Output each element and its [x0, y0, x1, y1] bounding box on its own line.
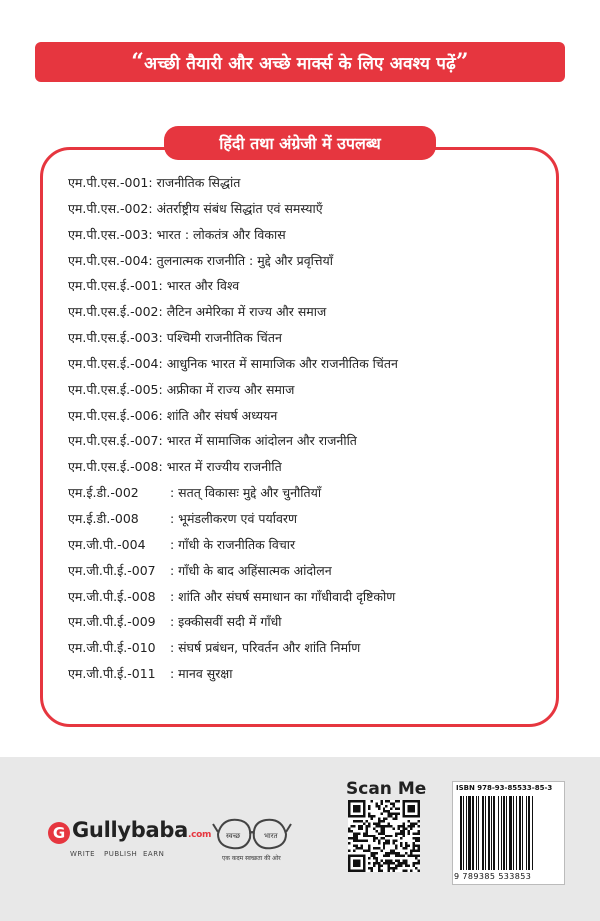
top-banner [35, 42, 565, 82]
book-code: एम.जी.पी.ई.-007 [68, 562, 156, 578]
book-code: एम.जी.पी.ई.-011 [68, 666, 156, 682]
book-code: एम.पी.एस.ई.-001: [68, 278, 163, 294]
book-title: राजनीतिक सिद्धांत [156, 175, 241, 190]
book-list-item [68, 506, 398, 532]
logo-suffix: .com [187, 830, 212, 840]
book-title: : संघर्ष प्रबंधन, परिवर्तन और शांति निर्माण [169, 640, 361, 656]
book-code: एम.पी.एस.-002: [68, 200, 153, 216]
isbn-text: ISBN 978-93-85533-85-3 [456, 784, 553, 792]
book-list-item [68, 635, 398, 661]
book-list-item [68, 532, 398, 558]
book-code: एम.पी.एस.-003: [68, 226, 153, 242]
book-code: एम.पी.एस.ई.-003: [68, 330, 163, 346]
book-list-item [68, 273, 398, 299]
book-code: एम.पी.एस.ई.-004: [68, 355, 163, 371]
logo-name: Gullybaba [72, 818, 188, 842]
book-title: भारत में सामाजिक आंदोलन और राजनीति [166, 433, 357, 449]
book-title: भारत : लोकतंत्र और विकास [156, 226, 286, 242]
book-list-item [68, 170, 398, 196]
gullybaba-logo [72, 818, 211, 842]
book-title: भारत में राज्यीय राजनीति [166, 459, 282, 475]
book-title: : गाँधी के राजनीतिक विचार [169, 536, 296, 552]
book-code: एम.पी.एस.-001: [68, 175, 153, 190]
book-code: एम.ई.डी.-008 [68, 510, 139, 526]
book-list-item [68, 454, 398, 480]
book-list-item [68, 351, 398, 377]
book-title: पश्चिमी राजनीतिक चिंतन [166, 330, 282, 346]
book-code: एम.पी.एस.ई.-006: [68, 407, 163, 423]
book-title: अफ्रीका में राज्य और समाज [166, 381, 295, 397]
book-code: एम.पी.एस.ई.-008: [68, 459, 163, 475]
book-code: एम.पी.एस.ई.-005: [68, 381, 163, 397]
book-list-item [68, 377, 398, 403]
book-list-item [68, 480, 398, 506]
scan-me-label: Scan Me [346, 779, 427, 799]
book-title: शांति और संघर्ष अध्ययन [166, 407, 278, 423]
swachh-right: भारत [264, 832, 278, 840]
banner-text: अच्छी तैयारी और अच्छे मार्क्स के लिए अवश्य पढ़ें [144, 53, 456, 74]
book-code: एम.जी.पी.-004 [68, 536, 146, 552]
banner-open-quote: “ [131, 49, 145, 75]
book-list-item [68, 558, 398, 584]
tag-write: WRITE [70, 850, 96, 858]
swachh-caption: एक कदम स्वच्छता की ओर [222, 855, 281, 862]
book-title: तुलनात्मक राजनीति : मुद्दे और प्रवृत्तियाँ [156, 252, 334, 268]
book-code: एम.पी.एस.ई.-007: [68, 433, 163, 449]
book-title: लैटिन अमेरिका में राज्य और समाज [166, 304, 327, 320]
book-code: एम.ई.डी.-002 [68, 485, 139, 501]
book-code: एम.जी.पी.ई.-009 [68, 614, 156, 630]
gullybaba-logo-icon: G [48, 822, 70, 844]
book-title: : इक्कीसवीं सदी में गाँधी [169, 614, 282, 630]
book-list-item [68, 609, 398, 635]
book-code: एम.जी.पी.ई.-010 [68, 640, 156, 656]
book-list-item [68, 403, 398, 429]
book-list-item [68, 299, 398, 325]
book-list-item [68, 661, 398, 687]
book-title: : भूमंडलीकरण एवं पर्यावरण [169, 510, 298, 526]
qr-code[interactable] [348, 800, 420, 872]
book-list-item [68, 325, 398, 351]
availability-pill: हिंदी तथा अंग्रेजी में उपलब्ध [164, 126, 436, 160]
book-list-item [68, 196, 398, 222]
book-title: : मानव सुरक्षा [169, 666, 233, 682]
swachh-left: स्वच्छ [226, 832, 241, 840]
book-title: आधुनिक भारत में सामाजिक और राजनीतिक चिंतन [166, 355, 398, 371]
tag-publish: PUBLISH [104, 850, 138, 858]
book-code: एम.पी.एस.ई.-002: [68, 304, 163, 320]
book-title: : गाँधी के बाद अहिंसात्मक आंदोलन [169, 562, 332, 578]
book-list-item [68, 584, 398, 610]
book-code: एम.पी.एस.-004: [68, 252, 153, 268]
book-list-item [68, 248, 398, 274]
book-title: भारत और विश्व [166, 278, 240, 294]
barcode [460, 796, 558, 870]
book-title: : सतत् विकासः मुद्दे और चुनौतियाँ [169, 485, 322, 501]
book-list-item [68, 222, 398, 248]
tag-earn: EARN [143, 850, 165, 858]
book-title: अंतर्राष्ट्रीय संबंध सिद्धांत एवं समस्याएँ [156, 200, 323, 216]
banner-close-quote: ” [455, 49, 469, 75]
book-code: एम.जी.पी.ई.-008 [68, 588, 156, 604]
book-list [68, 170, 398, 687]
book-list-item [68, 428, 398, 454]
book-title: : शांति और संघर्ष समाधान का गाँधीवादी दृष्टिकोण [169, 588, 396, 604]
barcode-number: 9 789385 533853 [454, 872, 532, 881]
